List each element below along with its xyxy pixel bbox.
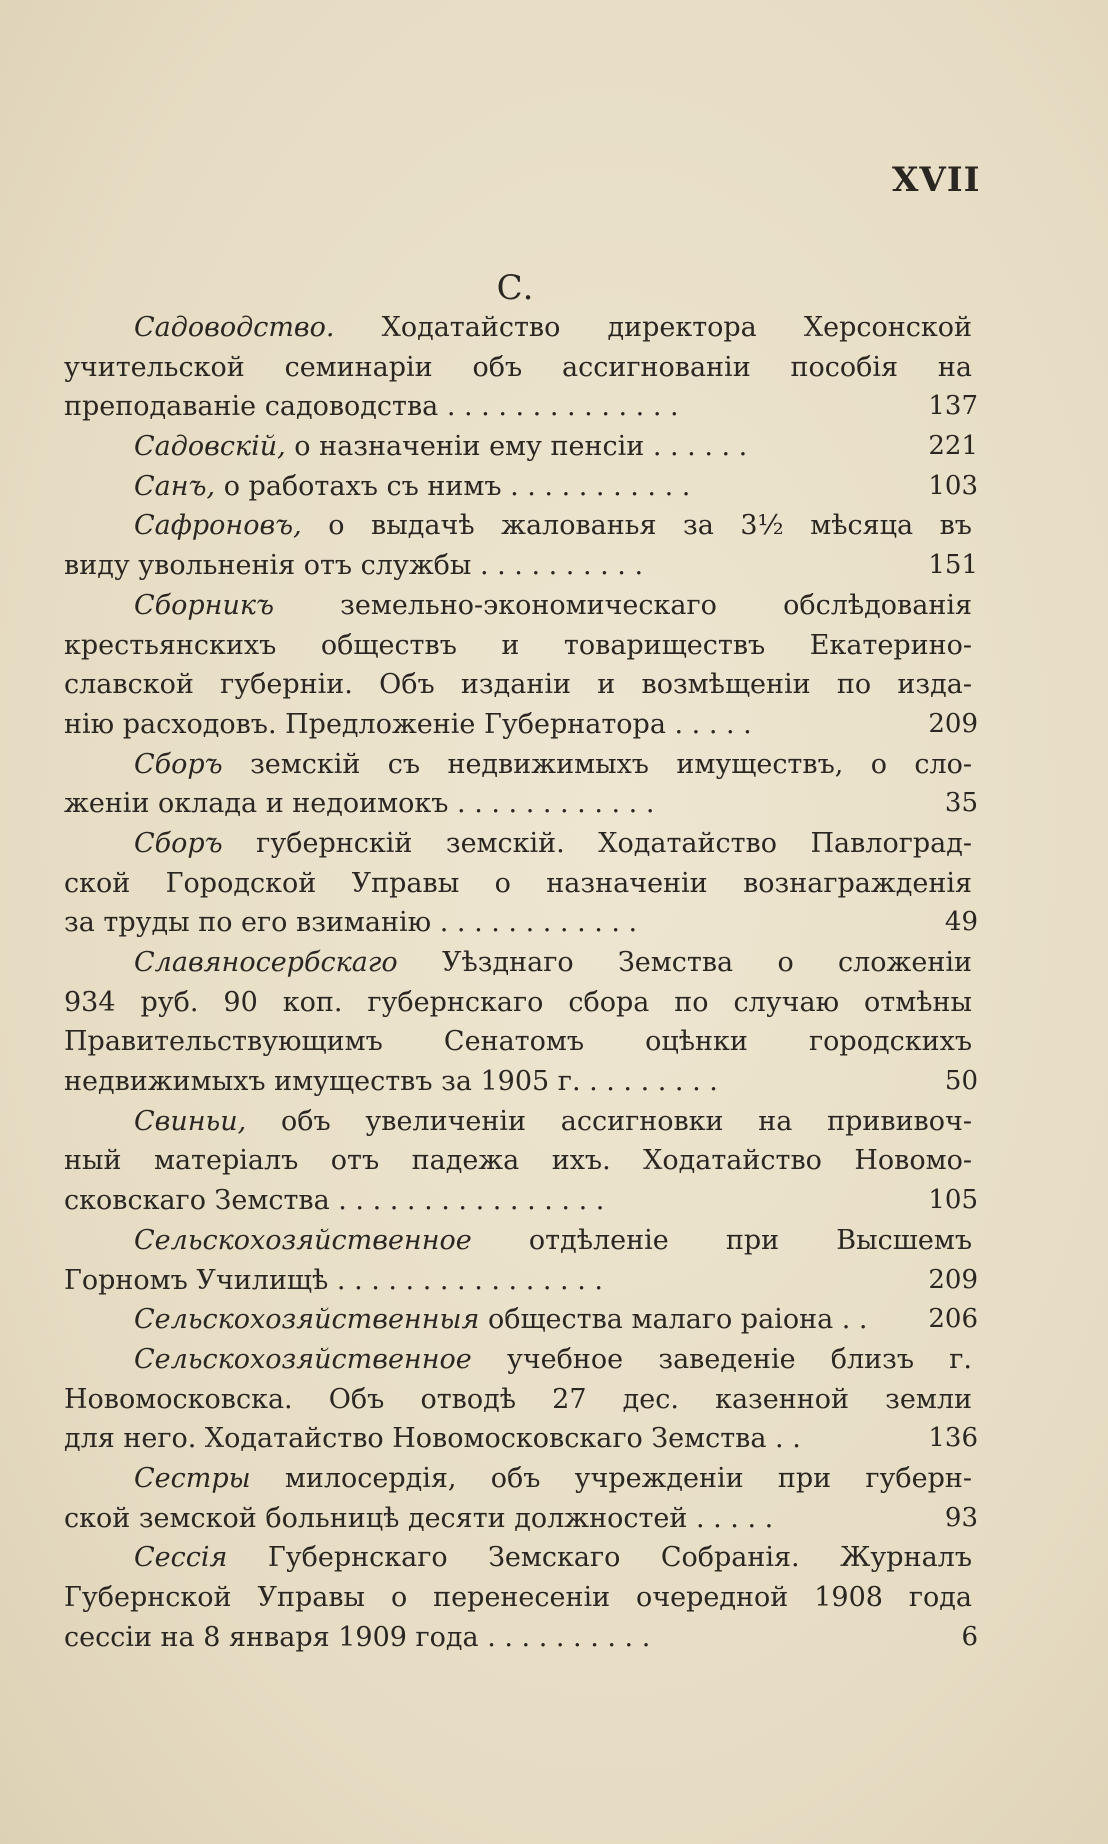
entry-text: ской земской больницѣ десяти должностей . . . . . <box>64 1502 774 1534</box>
entry-text: земскій съ недвижимыхъ имуществъ, о сло- <box>222 748 972 780</box>
entry-line <box>64 665 972 705</box>
entry-text: крестьянскихъ обществъ и товариществъ Екатерино- <box>64 629 972 661</box>
entry-page-number: 93 <box>944 1502 978 1533</box>
entry-line <box>64 308 972 348</box>
index-entry <box>64 467 978 507</box>
index-entry <box>64 1340 978 1459</box>
entry-heading: Сафроновъ, <box>134 510 302 542</box>
index-entry <box>64 308 978 427</box>
entry-line <box>64 784 978 824</box>
entry-line <box>64 348 972 388</box>
entry-text: общества малаго раіона . . <box>479 1304 868 1336</box>
entry-line <box>64 824 972 864</box>
entry-line <box>64 1181 978 1221</box>
entry-page-number: 49 <box>944 907 978 938</box>
entry-line <box>64 1380 972 1420</box>
entry-page-number: 137 <box>928 391 978 422</box>
entry-line <box>64 1538 972 1578</box>
entry-page-number: 103 <box>928 470 978 501</box>
entry-text: преподаваніе садоводства . . . . . . . . . . . . . . <box>64 391 679 423</box>
entry-page-number: 206 <box>928 1304 978 1335</box>
entry-line <box>64 943 972 983</box>
entry-text: недвижимыхъ имуществъ за 1905 г. . . . . . . . . <box>64 1066 718 1098</box>
entry-line <box>64 506 972 546</box>
entry-heading: Сборъ <box>134 748 223 780</box>
entry-text: славской губерніи. Объ изданіи и возмѣщеніи по изда- <box>64 669 972 701</box>
entry-text: 934 руб. 90 коп. губернскаго сбора по случаю отмѣны <box>64 986 972 1018</box>
entry-text: ской Городской Управы о назначеніи вознагражденія <box>64 867 972 899</box>
entry-line <box>64 1062 978 1102</box>
entry-text: Уѣзднаго Земства о сложеніи <box>397 947 972 978</box>
index-entry <box>64 427 978 467</box>
section-letter: С. <box>496 268 534 308</box>
entry-line <box>64 1618 978 1658</box>
entry-text: учебное заведеніе близъ г. <box>471 1343 972 1375</box>
index-entry <box>64 1221 978 1300</box>
entry-page-number: 136 <box>928 1423 978 1454</box>
entry-page-number: 105 <box>928 1185 978 1216</box>
entry-heading: Санъ, <box>134 470 216 502</box>
entry-line <box>64 1300 978 1340</box>
entry-text: объ увеличеніи ассигновки на прививоч- <box>246 1105 972 1137</box>
entry-line <box>64 1141 972 1181</box>
entry-page-number: 151 <box>928 550 978 581</box>
entry-text: губернскій земскій. Ходатайство Павлоград- <box>222 827 972 859</box>
index-entry <box>64 586 978 745</box>
entry-text: для него. Ходатайство Новомосковскаго Земства . . <box>64 1423 801 1455</box>
entry-line <box>64 983 972 1023</box>
entry-heading: Сельскохозяйственныя <box>134 1304 480 1336</box>
index-entry <box>64 1459 978 1538</box>
entry-text: о работахъ съ нимъ . . . . . . . . . . . <box>215 470 691 502</box>
entry-heading: Сестры <box>134 1462 251 1494</box>
entry-heading: Сельскохозяйственное <box>134 1343 472 1375</box>
entry-text: женіи оклада и недоимокъ . . . . . . . . . . . . <box>64 788 655 820</box>
entry-text: сессіи на 8 января 1909 года . . . . . . . . . . <box>64 1621 651 1653</box>
entry-page-number: 6 <box>961 1621 978 1652</box>
entry-heading: Сельскохозяйственное <box>134 1224 472 1256</box>
entry-heading: Садовскій, <box>134 431 286 463</box>
entry-text: виду увольненія отъ службы . . . . . . . . . . <box>64 550 644 582</box>
entry-text: милосердія, объ учрежденіи при губерн- <box>250 1462 972 1494</box>
index-entries <box>64 308 978 1657</box>
entry-page-number: 209 <box>928 1264 978 1295</box>
entry-heading: Славяносербскаго <box>134 947 398 978</box>
entry-heading: Сессія <box>134 1542 228 1574</box>
entry-line <box>64 387 978 427</box>
entry-heading: Садоводство. <box>134 312 335 343</box>
index-entry <box>64 1102 978 1221</box>
index-entry <box>64 745 978 824</box>
entry-text: нію расходовъ. Предложеніе Губернатора . . . . . <box>64 708 752 740</box>
entry-line <box>64 1022 972 1062</box>
entry-line <box>64 1459 972 1499</box>
entry-text: Горномъ Училищѣ . . . . . . . . . . . . . . . . <box>64 1264 603 1296</box>
entry-text: Правительствующимъ Сенатомъ оцѣнки городскихъ <box>64 1026 972 1058</box>
entry-line <box>64 903 978 943</box>
entry-page-number: 209 <box>928 708 978 739</box>
entry-text: сковскаго Земства . . . . . . . . . . . . . . . . <box>64 1185 605 1217</box>
index-entry <box>64 824 978 943</box>
entry-line <box>64 1419 978 1459</box>
entry-text: о выдачѣ жалованья за 3½ мѣсяца въ <box>301 510 972 542</box>
entry-line <box>64 626 972 666</box>
entry-line <box>64 1261 978 1301</box>
entry-line <box>64 467 978 507</box>
entry-heading: Сборникъ <box>134 589 274 621</box>
entry-line <box>64 745 972 785</box>
entry-line <box>64 1578 972 1618</box>
entry-heading: Сборъ <box>134 827 223 859</box>
entry-text: учительской семинаріи объ ассигнованіи пособія на <box>64 351 972 383</box>
entry-text: Губернскаго Земскаго Собранія. Журналъ <box>227 1542 972 1574</box>
entry-text: отдѣленіе при Высшемъ <box>471 1224 972 1256</box>
entry-page-number: 50 <box>944 1066 978 1097</box>
entry-line <box>64 427 978 467</box>
index-entry <box>64 1538 978 1657</box>
index-entry <box>64 1300 978 1340</box>
entry-line <box>64 1340 972 1380</box>
entry-text: земельно-экономическаго обслѣдованія <box>273 589 972 621</box>
entry-text: ный матеріалъ отъ падежа ихъ. Ходатайство Новомо- <box>64 1145 972 1177</box>
entry-line <box>64 864 972 904</box>
entry-line <box>64 1102 972 1142</box>
entry-line <box>64 586 972 626</box>
page-folio: XVII <box>892 160 981 200</box>
entry-line <box>64 705 978 745</box>
index-entry <box>64 506 978 585</box>
entry-heading: Свиньи, <box>134 1105 247 1137</box>
entry-line <box>64 546 978 586</box>
entry-line <box>64 1499 978 1539</box>
entry-text: Новомосковска. Объ отводѣ 27 дес. казенной земли <box>64 1383 972 1415</box>
entry-page-number: 221 <box>928 431 978 462</box>
entry-text: Ходатайство директора Херсонской <box>334 312 972 343</box>
entry-text: Губернской Управы о перенесеніи очередной 1908 года <box>64 1582 972 1613</box>
entry-page-number: 35 <box>944 788 978 819</box>
entry-text: за труды по его взиманію . . . . . . . . . . . . <box>64 907 638 939</box>
entry-text: о назначеніи ему пенсіи . . . . . . <box>285 431 748 463</box>
index-entry <box>64 943 978 1102</box>
entry-line <box>64 1221 972 1261</box>
